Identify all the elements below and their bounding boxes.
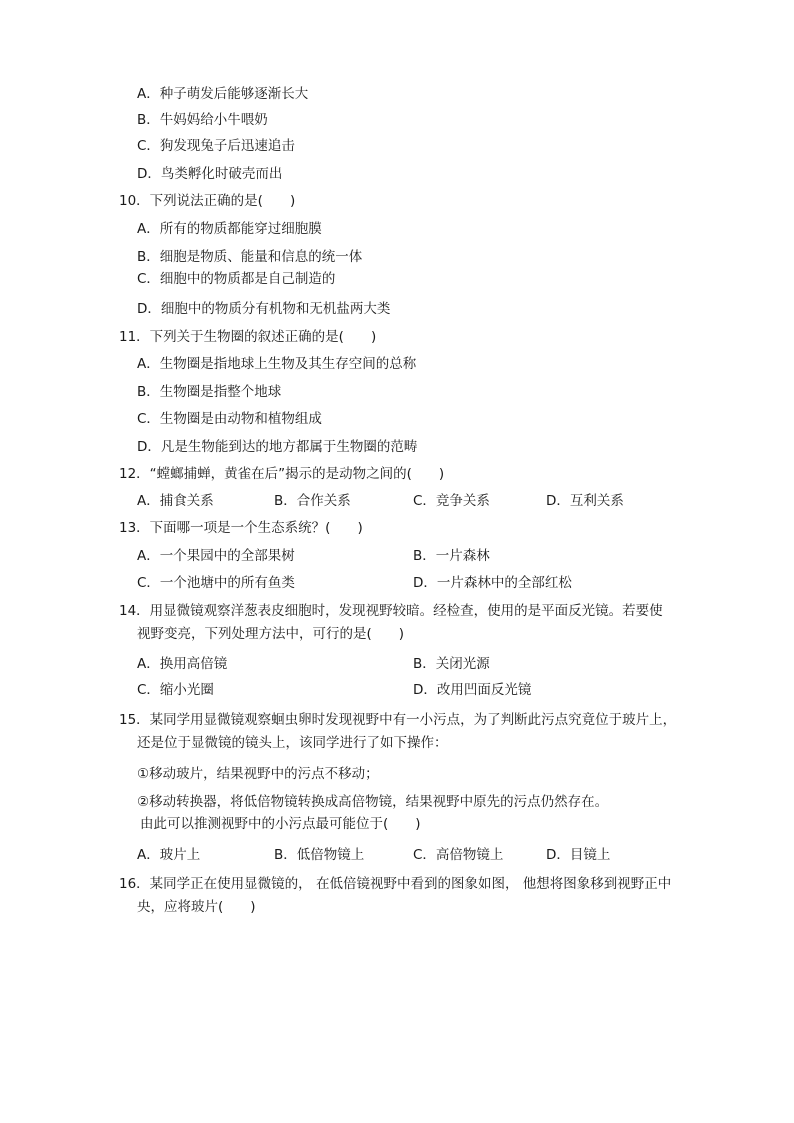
q11-option-c: C．生物圈是由动物和植物组成 (137, 411, 322, 427)
q12-stem: 12．“螳螂捕蝉，黄雀在后”揭示的是动物之间的( ) (119, 466, 445, 482)
q14-option-b: B．关闭光源 (413, 656, 490, 672)
q15-stem-line1: 15．某同学用显微镜观察蛔虫卵时发现视野中有一小污点，为了判断此污点究竟位于玻片上， (119, 712, 677, 728)
q15-option-c: C．高倍物镜上 (413, 847, 504, 863)
q15-step-1: ①移动玻片，结果视野中的污点不移动； (137, 766, 379, 782)
q15-option-d: D．目镜上 (546, 847, 611, 863)
q9-option-a: A．种子萌发后能够逐渐长大 (137, 86, 309, 102)
q12-option-d: D．互利关系 (546, 493, 624, 509)
q9-option-d: D．鸟类孵化时破壳而出 (137, 166, 283, 182)
q14-stem-line2: 视野变亮，下列处理方法中，可行的是( ) (137, 626, 405, 642)
q11-option-d: D．凡是生物能到达的地方都属于生物圈的范畴 (137, 439, 418, 455)
q10-stem: 10．下列说法正确的是( ) (119, 193, 296, 209)
q10-option-d: D．细胞中的物质分有机物和无机盐两大类 (137, 301, 391, 317)
q13-stem: 13．下面哪一项是一个生态系统？( ) (119, 520, 363, 536)
q9-option-b: B．牛妈妈给小牛喂奶 (137, 112, 268, 128)
q12-option-c: C．竞争关系 (413, 493, 490, 509)
q9-option-c: C．狗发现兔子后迅速追击 (137, 138, 295, 154)
q16-stem-line1: 16．某同学正在使用显微镜的， 在低倍镜视野中看到的图象如图， 他想将图象移到视野正中 (119, 876, 672, 892)
q15-step-2: ②移动转换器，将低倍物镜转换成高倍物镜，结果视野中原先的污点仍然存在。 (137, 794, 609, 810)
q14-option-c: C．缩小光圈 (137, 682, 214, 698)
q15-option-a: A．玻片上 (137, 847, 201, 863)
q14-stem-line1: 14．用显微镜观察洋葱表皮细胞时，发现视野较暗。经检查，使用的是平面反光镜。若要使 (119, 603, 663, 619)
q11-option-b: B．生物圈是指整个地球 (137, 384, 282, 400)
q10-option-b: B．细胞是物质、能量和信息的统一体 (137, 249, 363, 265)
q13-option-d: D．一片森林中的全部红松 (413, 575, 572, 591)
q15-stem-line2: 还是位于显微镜的镜头上，该同学进行了如下操作： (137, 735, 448, 751)
q11-stem: 11．下列关于生物圈的叙述正确的是( ) (119, 329, 377, 345)
q10-option-c: C．细胞中的物质都是自己制造的 (137, 271, 336, 287)
q12-option-a: A．捕食关系 (137, 493, 214, 509)
q13-option-b: B．一片森林 (413, 548, 490, 564)
q15-option-b: B．低倍物镜上 (274, 847, 365, 863)
q13-option-a: A．一个果园中的全部果树 (137, 548, 295, 564)
q11-option-a: A．生物圈是指地球上生物及其生存空间的总称 (137, 356, 417, 372)
q12-option-b: B．合作关系 (274, 493, 351, 509)
q10-option-a: A．所有的物质都能穿过细胞膜 (137, 221, 322, 237)
q15-conclusion: 由此可以推测视野中的小污点最可能位于( ) (140, 816, 421, 832)
q14-option-d: D．改用凹面反光镜 (413, 682, 532, 698)
q13-option-c: C．一个池塘中的所有鱼类 (137, 575, 295, 591)
q16-stem-line2: 央，应将玻片( ) (137, 899, 256, 915)
q14-option-a: A．换用高倍镜 (137, 656, 228, 672)
